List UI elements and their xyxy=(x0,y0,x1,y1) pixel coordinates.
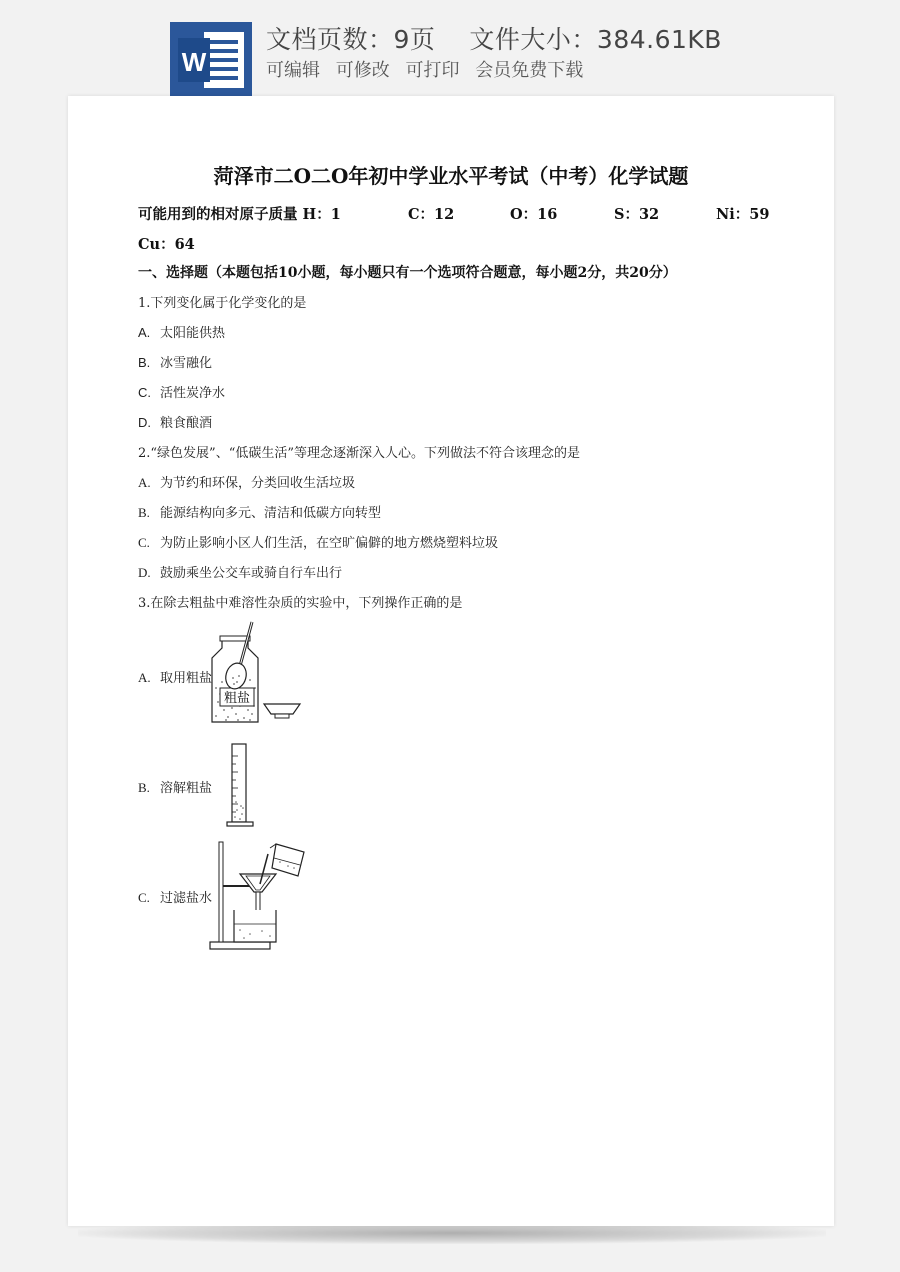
page-count: 文档页数：9页 xyxy=(266,25,436,54)
filtration-apparatus-figure xyxy=(206,838,310,954)
feature-member-download: 会员免费下载 xyxy=(475,60,584,81)
section-heading: 一、选择题（本题包括10小题，每小题只有一个选项符合题意，每小题2分，共20分） xyxy=(138,265,677,281)
question-2-option-a: A. 为节约和环保，分类回收生活垃圾 xyxy=(138,475,356,491)
feature-printable: 可打印 xyxy=(405,60,460,81)
document-info-banner xyxy=(0,0,900,96)
atomic-mass-c: C：12 xyxy=(408,206,455,223)
atomic-mass-cu: Cu：64 xyxy=(138,236,195,253)
page-title: 菏泽市二O二O年初中学业水平考试（中考）化学试题 xyxy=(213,164,689,188)
salt-jar-label: 粗盐 xyxy=(223,691,251,706)
question-1-stem: 1.下列变化属于化学变化的是 xyxy=(138,296,307,311)
atomic-mass-ni: Ni：59 xyxy=(716,206,770,223)
question-1-option-b: B. 冰雪融化 xyxy=(138,355,213,371)
feature-modifiable: 可修改 xyxy=(335,60,390,81)
question-1-option-a: A. 太阳能供热 xyxy=(138,325,226,341)
question-3-stem: 3.在除去粗盐中难溶性杂质的实验中，下列操作正确的是 xyxy=(138,596,463,611)
atomic-mass-intro: 可能用到的相对原子质量 H：1 xyxy=(138,206,341,223)
question-2-option-d: D. 鼓励乘坐公交车或骑自行车出行 xyxy=(138,565,343,581)
atomic-mass-o: O：16 xyxy=(510,206,558,223)
graduated-cylinder-figure xyxy=(222,740,258,830)
svg-text:W: W xyxy=(181,47,207,77)
question-3-option-c: C. 过滤盐水 xyxy=(138,890,213,906)
question-1-option-c: C. 活性炭净水 xyxy=(138,385,226,401)
evaporating-dish-figure xyxy=(262,700,302,722)
question-2-stem: 2.“绿色发展”、“低碳生活”等理念逐渐深入人心。下列做法不符合该理念的是 xyxy=(138,446,580,461)
question-1-option-d: D. 粮食酿酒 xyxy=(138,415,213,431)
file-size: 文件大小：384.61KB xyxy=(469,25,722,54)
atomic-mass-s: S：32 xyxy=(614,206,660,223)
file-stats xyxy=(266,20,722,56)
question-3-option-b: B. 溶解粗盐 xyxy=(138,780,213,796)
question-2-option-c: C. 为防止影响小区人们生活，在空旷偏僻的地方燃烧塑料垃圾 xyxy=(138,535,499,551)
word-doc-icon xyxy=(170,22,252,98)
feature-list xyxy=(266,56,593,82)
question-2-option-b: B. 能源结构向多元、清洁和低碳方向转型 xyxy=(138,505,382,521)
document-page xyxy=(68,96,834,1226)
feature-editable: 可编辑 xyxy=(266,60,320,81)
question-3-option-a: A. 取用粗盐 xyxy=(138,670,213,686)
